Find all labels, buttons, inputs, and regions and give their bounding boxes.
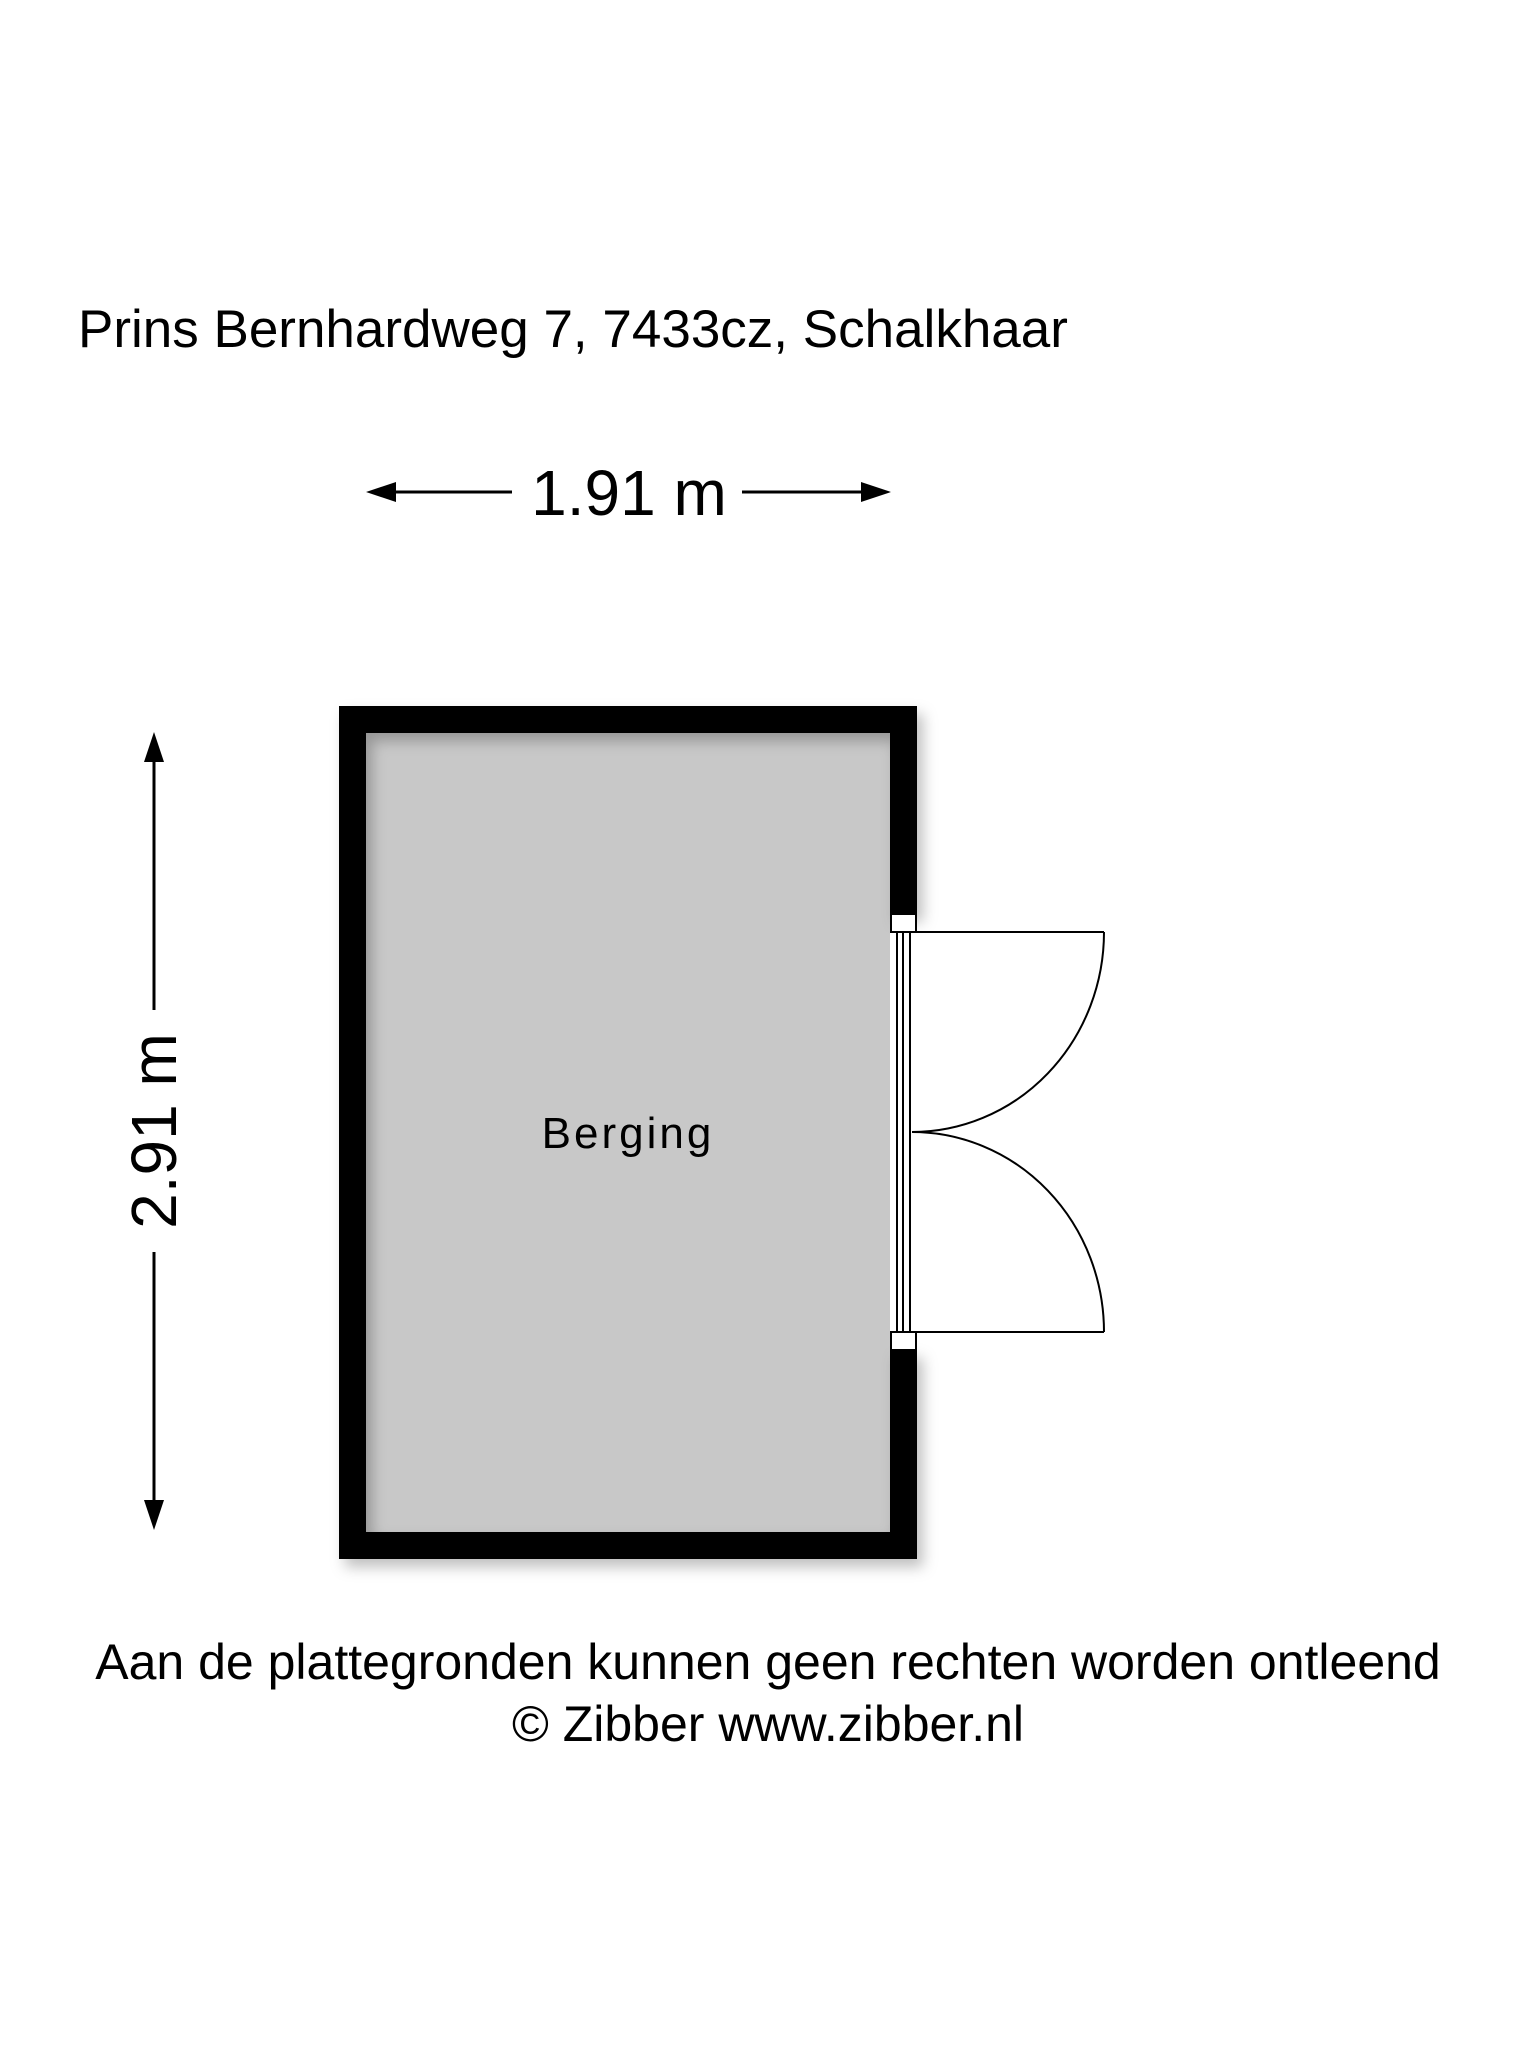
door-swing-top bbox=[912, 932, 1104, 1132]
copyright-text: © Zibber www.zibber.nl bbox=[511, 1696, 1025, 1752]
door-jamb-top bbox=[891, 914, 916, 932]
wall-bottom bbox=[339, 1532, 917, 1559]
disclaimer-text: Aan de plattegronden kunnen geen rechten worden ontleend bbox=[95, 1634, 1441, 1690]
wall-right-upper bbox=[890, 706, 917, 914]
wall-left bbox=[339, 706, 366, 1559]
down-arrow-icon bbox=[144, 1500, 164, 1530]
width-dimension bbox=[366, 457, 891, 529]
left-arrow-icon bbox=[366, 482, 396, 502]
room-label: Berging bbox=[541, 1109, 715, 1158]
right-arrow-icon bbox=[861, 482, 891, 502]
door-jamb-bottom bbox=[891, 1332, 916, 1350]
door-swing-bottom bbox=[912, 1132, 1104, 1332]
up-arrow-icon bbox=[144, 732, 164, 762]
room-berging bbox=[339, 706, 1104, 1559]
wall-top bbox=[339, 706, 917, 733]
height-dimension bbox=[118, 732, 190, 1530]
address-title: Prins Bernhardweg 7, 7433cz, Schalkhaar bbox=[78, 300, 1068, 359]
double-door-icon bbox=[912, 932, 1104, 1332]
height-label: 2.91 m bbox=[118, 1033, 190, 1229]
width-label: 1.91 m bbox=[531, 457, 727, 529]
wall-right-lower bbox=[890, 1350, 917, 1559]
